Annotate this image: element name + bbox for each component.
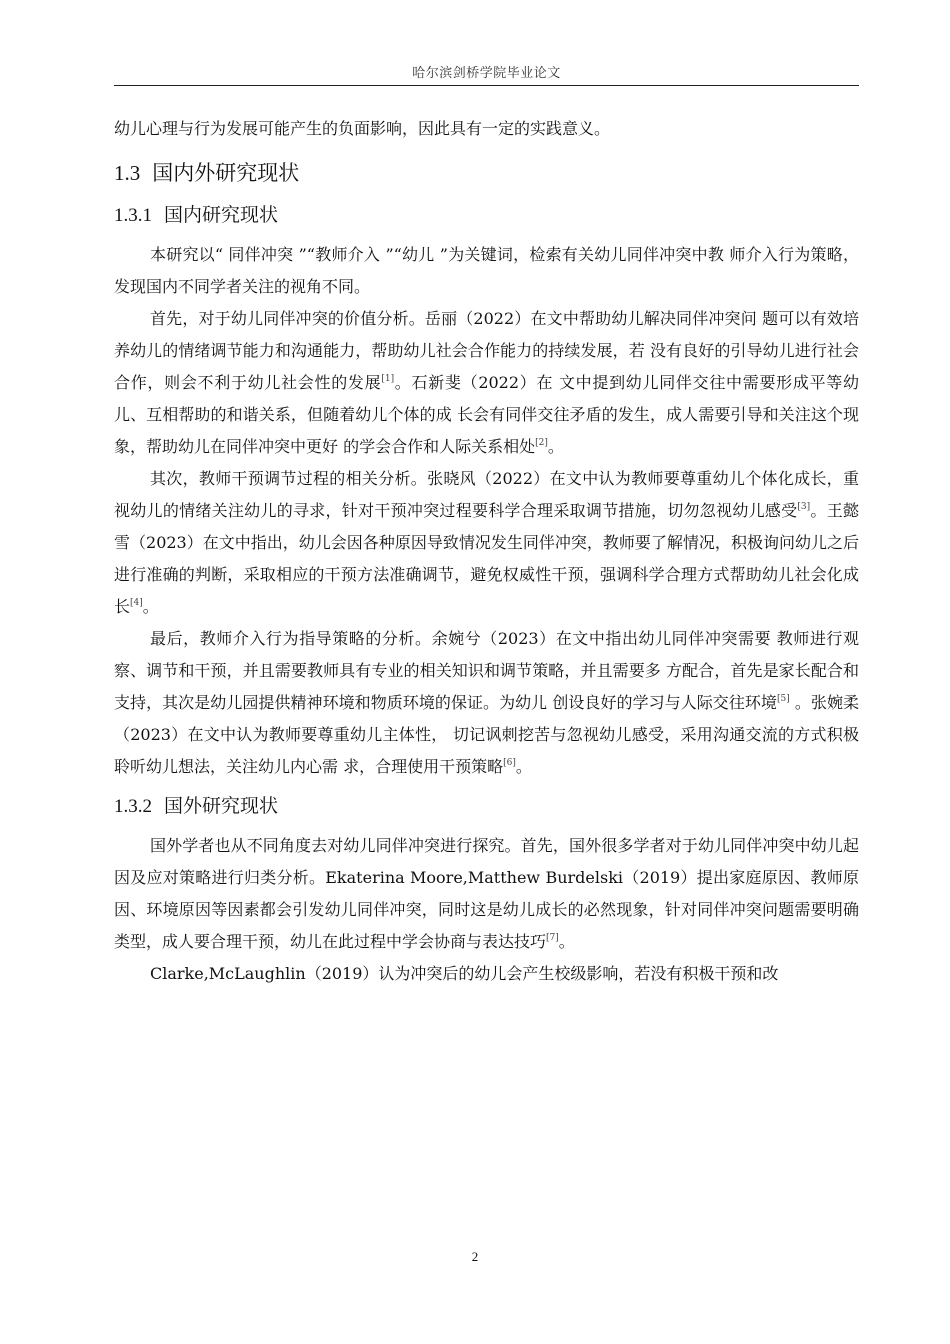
section-heading-1-3 [114, 156, 859, 190]
subsection-heading-1-3-1 [114, 198, 859, 233]
paragraph-text: 。张婉柔（2023）在文中认为教师要尊重幼儿主体性， 切记讽刺挖苦与忽视幼儿感受，采用沟通交流的方式积极聆听幼儿想法，关注幼儿内心需 求，合理使用干预策略 [114, 693, 860, 776]
citation-ref: [7] [546, 933, 559, 943]
header-rule [114, 85, 859, 86]
intro-line: 幼儿心理与行为发展可能产生的负面影响，因此具有一定的实践意义。 [114, 119, 611, 138]
paragraph-text: 国外学者也从不同角度去对幼儿同伴冲突进行探究。首先，国外很多学者对于幼儿同伴冲突中幼儿起因及应对策略进行归类分析。Ekaterina Moore,Matthew Burdelski（2019）提出家庭原因、教师原因、环境原因等因素都会引发幼儿同伴冲突，同时这是幼儿成长的必然现象，针对同伴冲突问题需要明确类型，成人要合理干预，幼儿在此过程中学会协商与表达技巧 [114, 836, 859, 951]
page-content [114, 112, 859, 990]
paragraph-text: 首先，对于幼儿同伴冲突的价值分析。岳丽（2022）在文中帮助幼儿解决同伴冲突问 题可以有效培养幼儿的情绪调节能力和沟通能力，帮助幼儿社会合作能力的持续发展，若 没有良好的引导幼儿进行社会合作，则会不利于幼儿社会性的发展 [114, 309, 859, 392]
paragraph-text: 。 [142, 597, 159, 616]
paragraph-text: 其次，教师干预调节过程的相关分析。张晓风（2022）在文中认为教师要尊重幼儿个体化成长，重视幼儿的情绪关注幼儿的寻求，针对干预冲突过程要科学合理采取调节措施，切勿忽视幼儿感受 [114, 469, 859, 520]
paragraph-domestic-4 [114, 623, 859, 783]
citation-ref: [1] [381, 374, 395, 384]
paragraph-text: 最后，教师介入行为指导策略的分析。余婉兮（2023）在文中指出幼儿同伴冲突需要 教师进行观察、调节和干预，并且需要教师具有专业的相关知识和调节策略，并且需要多 方配合，首先是家长配合和支持，其次是幼儿园提供精神环境和物质环境的保证。为幼儿 创设良好的学习与人际交往环境 [114, 629, 859, 712]
paragraph-text: 。 [515, 757, 532, 776]
section-title: 国内外研究现状 [152, 161, 300, 185]
paragraph-domestic-3 [114, 463, 859, 623]
subsection-number: 1.3.1 [114, 205, 152, 226]
subsection-title: 国外研究现状 [164, 795, 279, 817]
citation-ref: [2] [535, 438, 548, 448]
running-header: 哈尔滨剑桥学院毕业论文 [412, 66, 561, 81]
paragraph-text: 。王懿雪（2023）在文中指出，幼儿会因各种原因导致情况发生同伴冲突，教师要了解情况，积极询问幼儿之后进行准确的判断，采取相应的干预方法准确调节，避免权威性干预，强调科学合理方式帮助幼儿社会化成长 [114, 501, 859, 616]
citation-ref: [4] [130, 598, 143, 608]
subsection-title: 国内研究现状 [164, 204, 279, 226]
citation-ref: [3] [797, 502, 811, 512]
section-number: 1.3 [114, 161, 141, 185]
paragraph-text: 。石新斐（2022）在 文中提到幼儿同伴交往中需要形成平等幼儿、互相帮助的和谐关系，但随着幼儿个体的成 长会有同伴交往矛盾的发生，成人需要引导和关注这个现象，帮助幼儿在同伴冲突中更好 的学会合作和人际关系相处 [114, 373, 859, 456]
citation-ref: [6] [503, 758, 516, 768]
citation-ref: [5] [776, 694, 790, 704]
subsection-heading-1-3-2 [114, 789, 859, 824]
paragraph-domestic-2 [114, 303, 859, 463]
paragraph-domestic-1: 本研究以“ 同伴冲突 ”“教师介入 ”“幼儿 ”为关键词，检索有关幼儿同伴冲突中教 师介入行为策略，发现国内不同学者关注的视角不同。 [114, 245, 859, 296]
paragraph-foreign-1 [114, 830, 859, 958]
subsection-number: 1.3.2 [114, 796, 152, 817]
paragraph-text: 。 [558, 932, 575, 951]
page-number: 2 [471, 1249, 479, 1264]
paragraph-foreign-2: Clarke,McLaughlin（2019）认为冲突后的幼儿会产生校级影响，若没有积极干预和改 [150, 964, 779, 983]
paragraph-text: 。 [547, 437, 564, 456]
